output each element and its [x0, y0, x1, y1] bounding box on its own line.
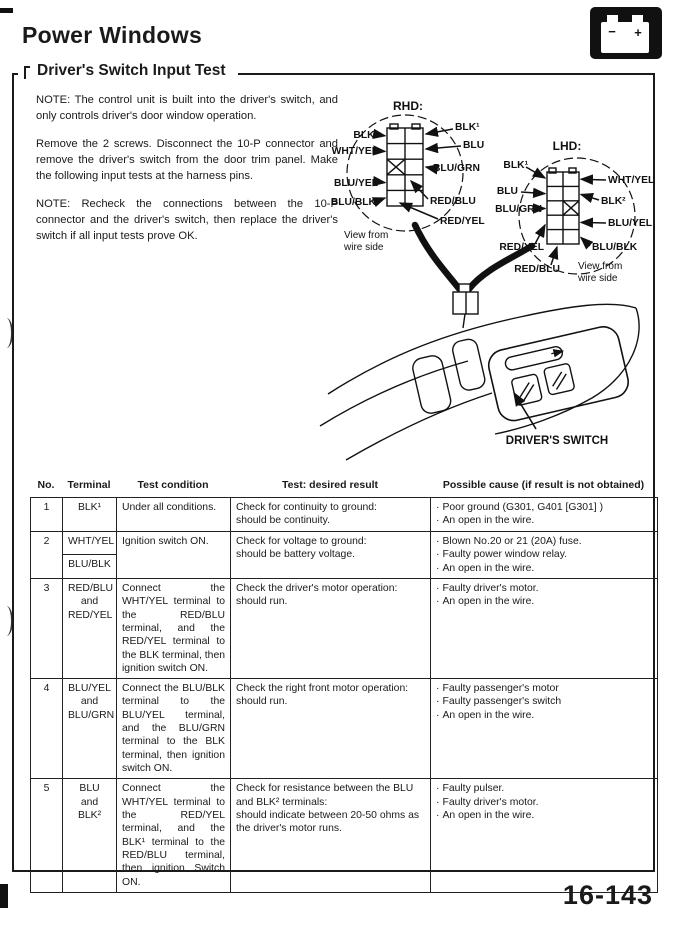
row-terminal: BLU/YEL and BLU/GRN: [63, 679, 117, 779]
scan-artifact-dash: [0, 8, 13, 13]
row-possible-cause: · Poor ground (G301, G401 [G301] ) · An open in the wire.: [431, 498, 658, 532]
lhd-pin-blk2: BLK²: [601, 196, 626, 207]
lhd-connector-group: [495, 139, 654, 284]
bullet: ·: [436, 809, 440, 821]
lhd-view-note: View from: [578, 261, 623, 272]
connector-diagram: [320, 88, 660, 480]
row-no: 5: [31, 779, 63, 893]
input-test-table: [30, 479, 657, 893]
row-no: 1: [31, 498, 63, 532]
col-header-desired-result: Test: desired result: [281, 479, 379, 491]
row-terminal: WHT/YEL: [63, 532, 117, 555]
table-row: [31, 532, 658, 555]
rhd-pin-whtyel: WHT/YEL: [331, 146, 378, 157]
row-desired-result: Check for voltage to ground: should be battery voltage.: [231, 532, 431, 579]
page-number: 16-143: [562, 880, 653, 910]
row-test-condition: Connect the WHT/YEL terminal to the RED/BLU terminal, and the RED/YEL terminal to the BLK terminal, then ignition switch ON.: [117, 578, 231, 678]
bullet: ·: [436, 596, 440, 608]
harness-wires: [415, 225, 532, 291]
procedure-notes: [36, 93, 338, 257]
rhd-connector-group: [331, 99, 485, 253]
row-terminal: RED/BLU and RED/YEL: [63, 578, 117, 678]
row-desired-result: Check for continuity to ground: should be continuity.: [231, 498, 431, 532]
row-no: 3: [31, 578, 63, 678]
rhd-pin-redblu: RED/BLU: [430, 196, 476, 207]
row-possible-cause: · Faulty driver's motor. · An open in the wire.: [431, 578, 658, 678]
bullet: ·: [436, 582, 440, 594]
page-title: Power Windows: [22, 22, 203, 48]
rhd-view-note: View from: [344, 230, 389, 241]
bullet: ·: [436, 783, 440, 795]
row-possible-cause: · Faulty passenger's motor · Faulty passenger's switch · An open in the wire.: [431, 679, 658, 779]
row-possible-cause: · Blown No.20 or 21 (20A) fuse. · Faulty power window relay. · An open in the wire.: [431, 532, 658, 579]
lhd-view-note: wire side: [578, 273, 618, 284]
lhd-connector-pins: [547, 168, 579, 244]
lhd-pin-blu: BLU: [496, 186, 518, 197]
bullet: ·: [436, 515, 440, 527]
bullet: ·: [436, 502, 440, 513]
battery-icon: [589, 6, 663, 65]
rhd-pin-blugrn: BLU/GRN: [433, 163, 480, 174]
row-desired-result: Check for resistance between the BLU and BLK² terminals: should indicate between 20-50 ohms as the driver's motor runs.: [231, 779, 431, 893]
row-test-condition: Ignition switch ON.: [117, 532, 231, 579]
col-header-possible-cause: Possible cause (if result is not obtained): [442, 479, 645, 491]
section-heading: [18, 62, 238, 82]
lhd-pin-blugrn: BLU/GRN: [495, 204, 542, 215]
section-box: [12, 62, 655, 888]
rhd-pin-bluyel: BLU/YEL: [333, 178, 378, 189]
col-header-test-condition: Test condition: [137, 479, 209, 491]
lhd-label: LHD:: [552, 139, 582, 153]
note-removal-step: Remove the 2 screws. Disconnect the 10-P connector and remove the driver's switch from the door trim panel. Make the following input tests at the harness pins.: [36, 138, 338, 182]
rhd-pin-blk1: BLK¹: [455, 122, 480, 133]
note-control-unit: NOTE: The control unit is built into the driver's switch, and only controls driver's door window operation.: [36, 94, 338, 122]
row-possible-cause: · Faulty pulser. · Faulty driver's motor. · An open in the wire.: [431, 779, 658, 893]
lhd-right-arrows: [581, 179, 606, 246]
bullet: ·: [436, 549, 440, 561]
bullet: ·: [436, 562, 440, 574]
row-no: 4: [31, 679, 63, 779]
bullet: ·: [436, 796, 440, 808]
scan-artifact-smudge: [0, 884, 8, 908]
lhd-pin-whtyel: WHT/YEL: [608, 175, 655, 186]
col-header-no: No.: [37, 479, 55, 491]
bullet: ·: [436, 683, 440, 695]
table-row: [31, 498, 658, 532]
row-test-condition: Connect the WHT/YEL terminal to the RED/YEL terminal, and the BLK¹ terminal to the RED/BLU terminal, then ignition Switch ON.: [117, 779, 231, 893]
row-terminal: BLK¹: [63, 498, 117, 532]
rhd-connector-pins: [387, 124, 423, 206]
row-desired-result: Check the driver's motor operation: should run.: [231, 578, 431, 678]
col-header-terminal: Terminal: [67, 479, 111, 491]
lhd-pin-redyel: RED/YEL: [499, 242, 544, 253]
row-terminal: BLU/BLK: [63, 555, 117, 578]
bullet: ·: [436, 536, 440, 547]
table-header-row: [30, 479, 657, 497]
bullet: ·: [436, 696, 440, 708]
driver-switch-label: DRIVER'S SWITCH: [505, 435, 609, 447]
lhd-pin-blublk: BLU/BLK: [592, 242, 638, 253]
rhd-view-note: wire side: [344, 242, 384, 253]
note-recheck: NOTE: Recheck the connections between the 10-P connector and the driver's switch, then replace the driver's switch if all input tests prove OK.: [36, 198, 338, 242]
lhd-pin-redblu: RED/BLU: [514, 264, 560, 275]
rhd-pin-blk2: BLK²: [353, 130, 378, 141]
lhd-pin-blk1: BLK¹: [503, 160, 528, 171]
rhd-pin-blublk: BLU/BLK: [330, 197, 376, 208]
rhd-left-arrows: [377, 135, 385, 201]
battery-minus-sign: −: [608, 24, 616, 39]
rhd-label: RHD:: [393, 99, 423, 113]
table-row: [31, 779, 658, 893]
heading-tick: [24, 66, 30, 79]
bullet: ·: [436, 709, 440, 721]
row-test-condition: Under all conditions.: [117, 498, 231, 532]
row-test-condition: Connect the BLU/BLK terminal to the BLU/YEL terminal, and the BLU/GRN terminal to the BLK terminal, then ignition switch ON.: [117, 679, 231, 779]
row-desired-result: Check the right front motor operation: should run.: [231, 679, 431, 779]
battery-plus-sign: +: [634, 25, 642, 40]
lhd-pin-bluyel: BLU/YEL: [608, 218, 653, 229]
row-terminal: BLU and BLK²: [63, 779, 117, 893]
row-no: 2: [31, 532, 63, 579]
table-row: [31, 578, 658, 678]
rhd-pin-redyel: RED/YEL: [440, 216, 485, 227]
table-row: [31, 679, 658, 779]
section-title: Driver's Switch Input Test: [37, 62, 226, 79]
rhd-pin-blu: BLU: [463, 140, 485, 151]
